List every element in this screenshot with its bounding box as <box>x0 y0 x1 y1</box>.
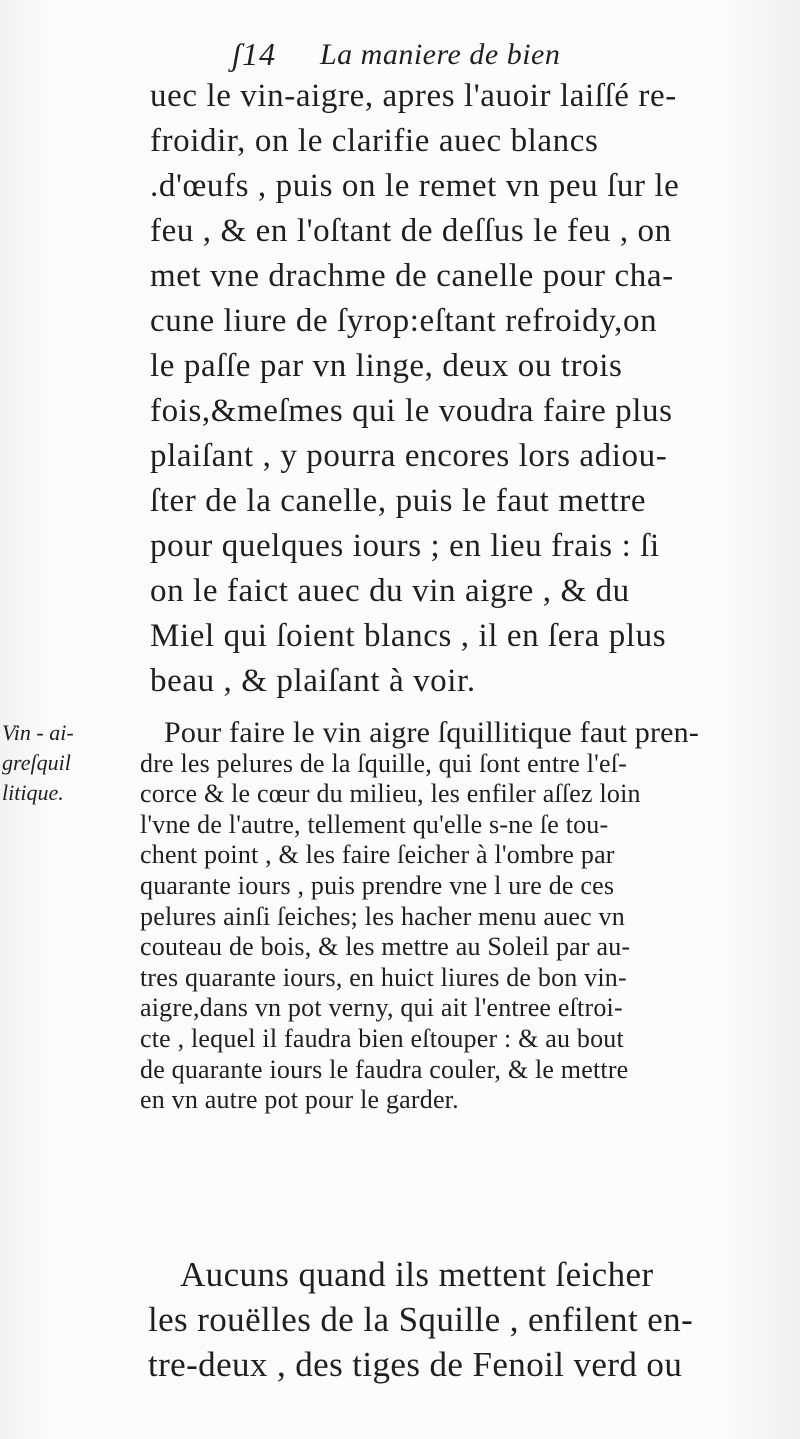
page-header <box>232 26 732 76</box>
text-line: Miel qui ſoient blancs , il en ſera plus <box>150 618 667 654</box>
paragraph-3 <box>148 1252 798 1387</box>
text-line: l'vne de l'autre, tellement qu'elle s-ne ſe tou- <box>140 809 609 839</box>
text-line: cte , lequel il faudra bien eſtouper : & au bout <box>140 1023 624 1053</box>
text-line: ſter de la canelle, puis le faut mettre <box>150 483 647 519</box>
text-line: dre les pelures de la ſquille, qui ſont entre l'eſ- <box>140 748 628 778</box>
text-line: plaiſant , y pourra encores lors adiou- <box>150 438 668 474</box>
page-number: ʃ14 <box>232 36 277 72</box>
text-line: fois,&meſmes qui le voudra faire plus <box>150 393 673 429</box>
text-line: les rouëlles de la Squille , enfilent en- <box>148 1300 694 1339</box>
text-line: met vne drachme de canelle pour cha- <box>150 258 674 294</box>
running-head: La maniere de bien <box>320 38 561 71</box>
text-line: feu , & en l'oſtant de deſſus le feu , on <box>150 213 672 249</box>
text-line: de quarante iours le faudra couler, & le mettre <box>140 1054 629 1084</box>
text-line: uec le vin-aigre, apres l'auoir laiſſé re- <box>150 78 677 114</box>
text-line: .d'œufs , puis on le remet vn peu ſur le <box>150 168 680 204</box>
margin-note <box>2 718 112 808</box>
text-line: chent point , & les faire ſeicher à l'ombre par <box>140 840 615 870</box>
text-line: tres quarante iours, en huict liures de bon vin- <box>140 962 627 992</box>
margin-note-line: greſquil <box>2 750 71 775</box>
text-line: le paſſe par vn linge, deux ou trois <box>150 348 623 384</box>
text-line: cune liure de ſyrop:eſtant refroidy,on <box>150 303 658 339</box>
text-line: Aucuns quand ils mettent ſeicher <box>180 1255 654 1294</box>
text-line: couteau de bois, & les mettre au Soleil par au- <box>140 932 631 962</box>
text-line: beau , & plaiſant à voir. <box>150 663 476 699</box>
text-line: en vn autre pot pour le garder. <box>140 1085 459 1115</box>
text-line: froidir, on le clarifie auec blancs <box>150 123 599 159</box>
text-line: Pour faire le vin aigre ſquillitique faut pren- <box>164 716 700 749</box>
paragraph-1 <box>150 74 790 704</box>
text-line: quarante iours , puis prendre vne l ure de ces <box>140 870 615 900</box>
paragraph-2 <box>140 718 800 1116</box>
text-line: tre-deux , des tiges de Fenoil verd ou <box>148 1345 683 1384</box>
text-line: on le faict auec du vin aigre , & du <box>150 573 630 609</box>
margin-note-line: Vin - ai- <box>2 720 74 745</box>
text-line: aigre,dans vn pot verny, qui ait l'entree eſtroi- <box>140 993 623 1023</box>
text-line: pour quelques iours ; en lieu frais : ſi <box>150 528 660 564</box>
text-line: corce & le cœur du milieu, les enfiler aſſez loin <box>140 779 641 809</box>
margin-note-line: litique. <box>2 780 64 805</box>
text-line: pelures ainſi ſeiches; les hacher menu auec vn <box>140 901 625 931</box>
